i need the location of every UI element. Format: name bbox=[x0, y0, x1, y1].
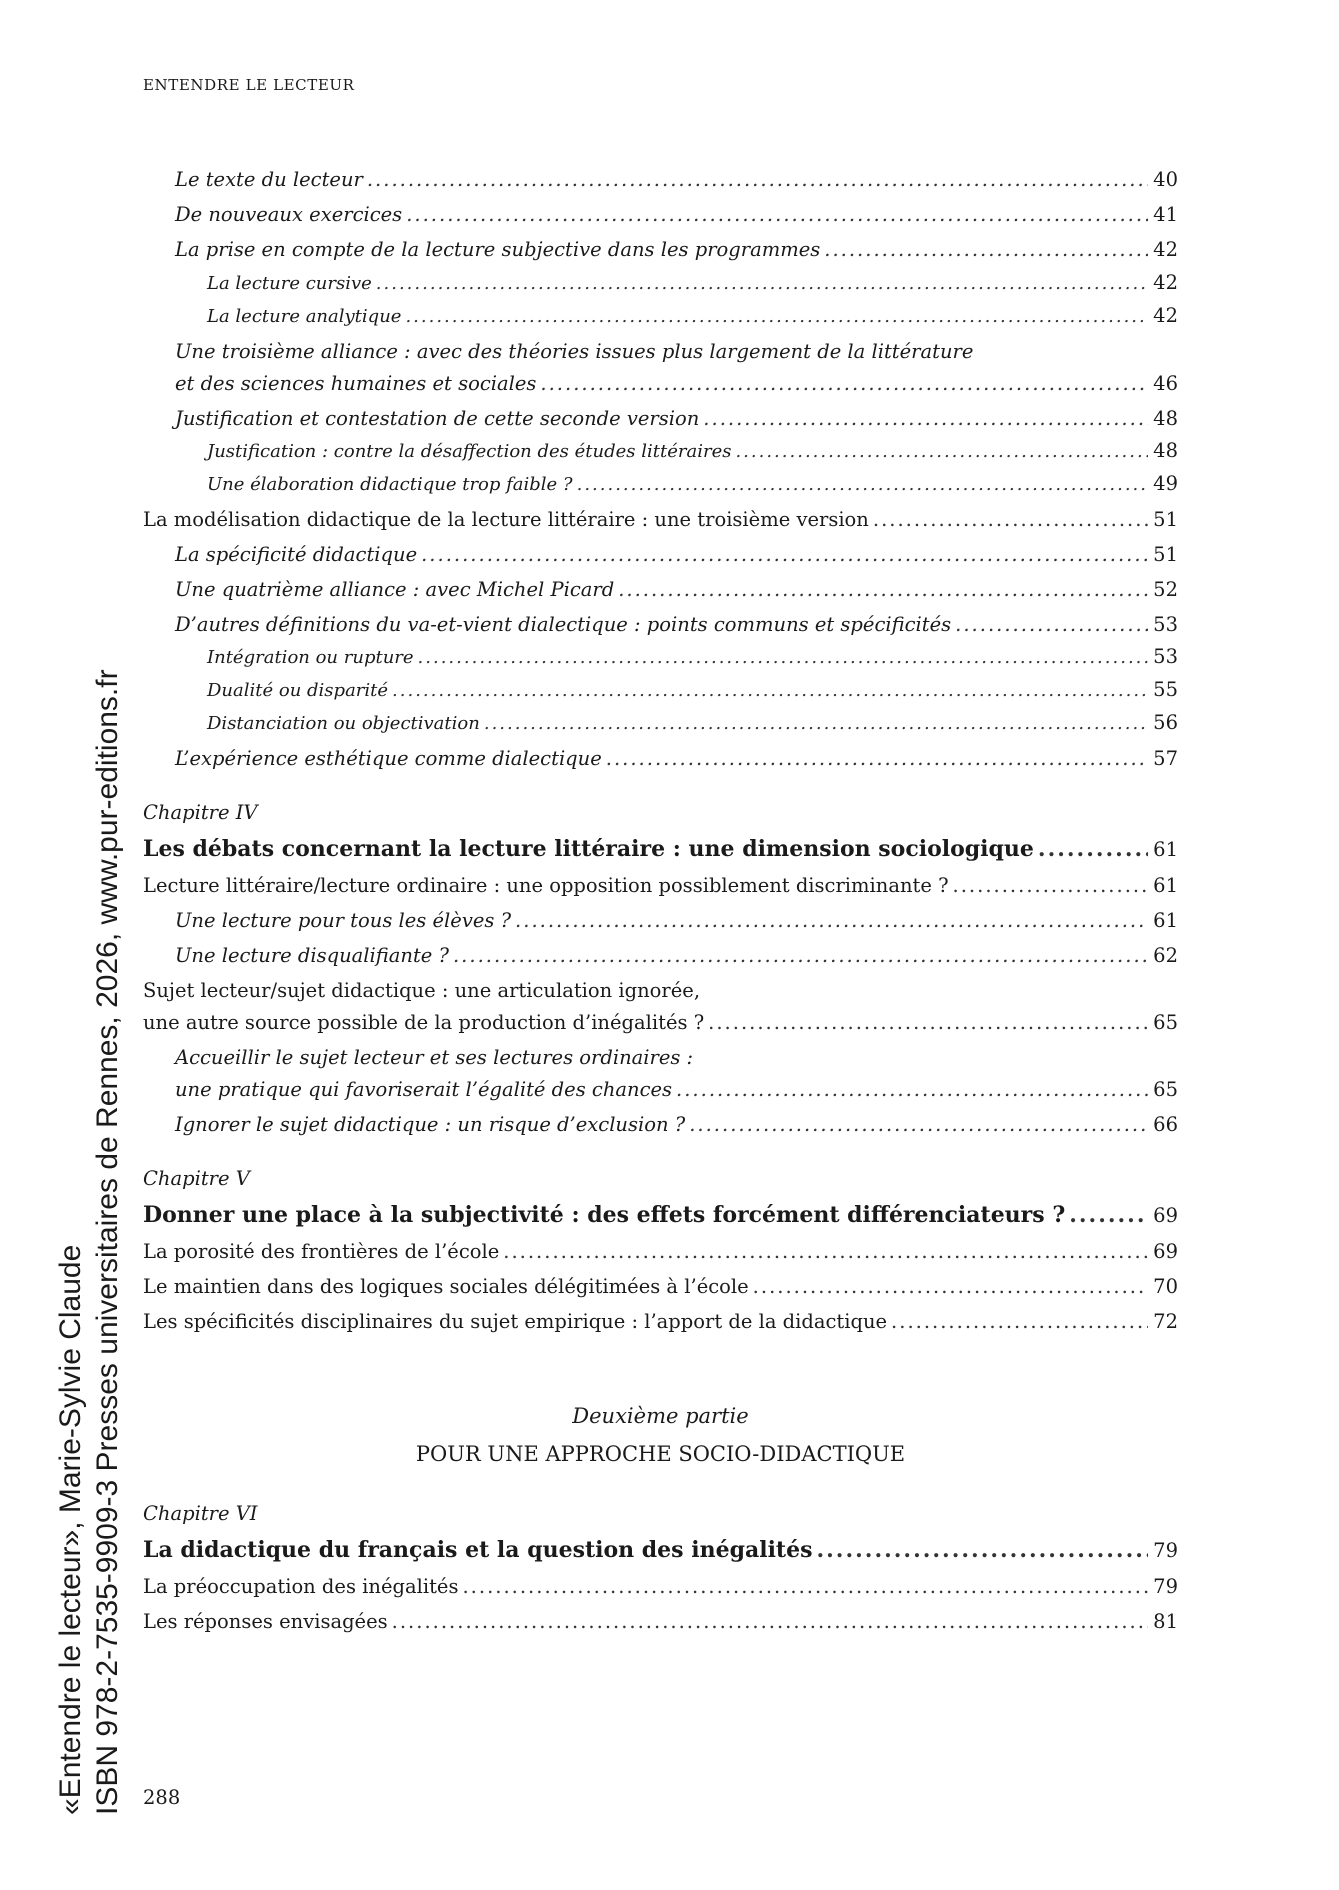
page-number: 288 bbox=[143, 1786, 181, 1809]
toc-entry-title: Une lecture disqualifiante ? bbox=[175, 944, 449, 967]
leader-dots bbox=[953, 874, 1148, 898]
leader-dots bbox=[708, 1011, 1148, 1035]
chapter-label: Chapitre IV bbox=[143, 801, 258, 824]
toc-entry-title: Une lecture pour tous les élèves ? bbox=[175, 909, 512, 932]
toc-entry-title: une pratique qui favoriserait l’égalité des chances bbox=[175, 1078, 673, 1101]
toc-entry[interactable] bbox=[143, 472, 1178, 497]
toc-entry-title: Justification et contestation de cette seconde version bbox=[175, 407, 700, 430]
leader-dots bbox=[891, 1310, 1148, 1334]
toc-entry[interactable] bbox=[143, 578, 1178, 602]
toc-entry-page: 42 bbox=[1153, 271, 1178, 294]
toc-entry[interactable] bbox=[143, 909, 1178, 933]
toc-entry-title: Les réponses envisagées bbox=[143, 1610, 388, 1633]
toc-entry-title: L’expérience esthétique comme dialectique bbox=[175, 747, 602, 770]
toc-entry[interactable] bbox=[143, 1575, 1178, 1599]
side-watermark bbox=[52, 615, 126, 1815]
toc-entry-title: Intégration ou rupture bbox=[207, 647, 414, 668]
toc-entry-title: La lecture cursive bbox=[207, 273, 372, 294]
toc-entry-title: Donner une place à la subjectivité : des effets forcément différenciateurs ? bbox=[143, 1202, 1066, 1228]
leader-dots bbox=[1038, 835, 1148, 863]
leader-dots bbox=[703, 407, 1148, 431]
toc-entry-title: De nouveaux exercices bbox=[175, 203, 403, 226]
leader-dots bbox=[392, 1610, 1148, 1634]
toc-entry-page: 51 bbox=[1153, 508, 1178, 531]
leader-dots bbox=[955, 613, 1148, 637]
toc-entry[interactable] bbox=[143, 1011, 1178, 1035]
toc-entry-page: 48 bbox=[1153, 407, 1178, 430]
leader-dots bbox=[462, 1575, 1148, 1599]
toc-entry-title: et des sciences humaines et sociales bbox=[175, 372, 537, 395]
toc-entry-page: 40 bbox=[1153, 168, 1178, 191]
leader-dots bbox=[753, 1275, 1148, 1299]
toc-entry-page: 42 bbox=[1153, 304, 1178, 327]
toc-entry-title: La modélisation didactique de la lecture littéraire : une troisième version bbox=[143, 508, 869, 531]
toc-entry-title: Le maintien dans des logiques sociales délégitimées à l’école bbox=[143, 1275, 749, 1298]
leader-dots bbox=[503, 1240, 1148, 1264]
leader-dots bbox=[577, 473, 1148, 497]
toc-entry-title: Les débats concernant la lecture littéraire : une dimension sociologique bbox=[143, 836, 1034, 862]
table-of-contents bbox=[143, 168, 1178, 1634]
toc-entry[interactable] bbox=[143, 508, 1178, 532]
toc-entry-title: Ignorer le sujet didactique : un risque d’exclusion ? bbox=[175, 1113, 686, 1136]
toc-entry-line1: Une troisième alliance : avec des théories issues plus largement de la littérature bbox=[175, 340, 974, 363]
toc-entry-title: La préoccupation des inégalités bbox=[143, 1575, 459, 1598]
toc-entry[interactable] bbox=[143, 1610, 1178, 1634]
toc-entry-page: 53 bbox=[1153, 645, 1178, 668]
toc-entry-page: 61 bbox=[1153, 874, 1178, 897]
side-watermark-line1: «Entendre le lecteur», Marie-Sylvie Claude bbox=[54, 1244, 87, 1815]
toc-entry[interactable] bbox=[143, 407, 1178, 431]
leader-dots bbox=[367, 168, 1148, 192]
part-label: Deuxième partie bbox=[572, 1404, 749, 1428]
leader-dots bbox=[618, 578, 1148, 602]
toc-entry-title: La porosité des frontières de l’école bbox=[143, 1240, 500, 1263]
toc-entry-title: La prise en compte de la lecture subjective dans les programmes bbox=[175, 238, 821, 261]
toc-entry-page: 42 bbox=[1153, 238, 1178, 261]
side-watermark-line2: ISBN 978-2-7535-9909-3 Presses universitaires de Rennes, 2026, www.pur-editions.fr bbox=[91, 669, 124, 1815]
toc-entry-page: 48 bbox=[1153, 439, 1178, 462]
toc-entry-page: 53 bbox=[1153, 613, 1178, 636]
toc-entry-page: 79 bbox=[1153, 1539, 1178, 1562]
toc-entry[interactable] bbox=[143, 678, 1178, 703]
toc-entry[interactable] bbox=[143, 1240, 1178, 1264]
toc-entry-page: 41 bbox=[1153, 203, 1178, 226]
leader-dots bbox=[453, 944, 1148, 968]
toc-entry[interactable] bbox=[143, 944, 1178, 968]
toc-entry-line1: Sujet lecteur/sujet didactique : une articulation ignorée, bbox=[143, 979, 701, 1002]
toc-entry-title: Justification : contre la désaffection des études littéraires bbox=[207, 441, 732, 462]
toc-entry[interactable] bbox=[143, 613, 1178, 637]
toc-entry[interactable] bbox=[143, 1078, 1178, 1102]
toc-entry-page: 51 bbox=[1153, 543, 1178, 566]
toc-entry-page: 62 bbox=[1153, 944, 1178, 967]
leader-dots bbox=[406, 203, 1148, 227]
toc-entry-page: 46 bbox=[1153, 372, 1178, 395]
toc-entry[interactable] bbox=[143, 439, 1178, 464]
toc-entry-page: 55 bbox=[1153, 678, 1178, 701]
toc-entry-page: 81 bbox=[1153, 1610, 1178, 1633]
toc-entry-title: Une élaboration didactique trop faible ? bbox=[207, 474, 573, 495]
toc-entry-title: La spécificité didactique bbox=[175, 543, 418, 566]
toc-entry[interactable] bbox=[143, 645, 1178, 670]
toc-entry[interactable] bbox=[143, 304, 1178, 329]
toc-entry-page: 72 bbox=[1153, 1310, 1178, 1333]
toc-entry-title: Lecture littéraire/lecture ordinaire : une opposition possiblement discriminante ? bbox=[143, 874, 949, 897]
toc-entry-title: Dualité ou disparité bbox=[207, 680, 389, 701]
leader-dots bbox=[735, 440, 1148, 464]
leader-dots bbox=[824, 238, 1148, 262]
leader-dots bbox=[676, 1078, 1148, 1102]
toc-entry-page: 65 bbox=[1153, 1078, 1178, 1101]
leader-dots bbox=[606, 747, 1148, 771]
toc-entry-page: 52 bbox=[1153, 578, 1178, 601]
leader-dots bbox=[1069, 1201, 1148, 1229]
toc-entry[interactable] bbox=[143, 271, 1178, 296]
leader-dots bbox=[484, 712, 1148, 736]
part-title: POUR UNE APPROCHE SOCIO-DIDACTIQUE bbox=[415, 1442, 906, 1466]
toc-entry[interactable] bbox=[143, 168, 1178, 192]
leader-dots bbox=[816, 1536, 1148, 1564]
running-head: ENTENDRE LE LECTEUR bbox=[143, 76, 355, 94]
leader-dots bbox=[392, 679, 1148, 703]
toc-entry-page: 65 bbox=[1153, 1011, 1178, 1034]
leader-dots bbox=[405, 305, 1148, 329]
toc-entry-page: 70 bbox=[1153, 1275, 1178, 1298]
leader-dots bbox=[421, 543, 1148, 567]
leader-dots bbox=[515, 909, 1148, 933]
toc-entry-title: D’autres définitions du va-et-vient dialectique : points communs et spécificités bbox=[175, 613, 952, 636]
toc-entry-title: Le texte du lecteur bbox=[175, 168, 363, 191]
toc-entry-title: La didactique du français et la question des inégalités bbox=[143, 1537, 813, 1563]
toc-entry[interactable] bbox=[143, 747, 1178, 771]
leader-dots bbox=[376, 272, 1148, 296]
chapter-title[interactable] bbox=[143, 835, 1178, 864]
toc-entry-title: Une quatrième alliance : avec Michel Picard bbox=[175, 578, 615, 601]
toc-entry[interactable] bbox=[143, 1275, 1178, 1299]
leader-dots bbox=[873, 508, 1148, 532]
toc-entry-page: 69 bbox=[1153, 1240, 1178, 1263]
toc-entry-page: 56 bbox=[1153, 711, 1178, 734]
toc-entry[interactable] bbox=[143, 543, 1178, 567]
toc-entry[interactable] bbox=[143, 203, 1178, 227]
toc-entry[interactable] bbox=[143, 238, 1178, 262]
chapter-label: Chapitre V bbox=[143, 1167, 250, 1190]
toc-entry[interactable] bbox=[143, 711, 1178, 736]
toc-entry-title: Distanciation ou objectivation bbox=[207, 713, 480, 734]
toc-entry[interactable] bbox=[143, 874, 1178, 898]
toc-entry[interactable] bbox=[143, 1310, 1178, 1334]
toc-entry-title: une autre source possible de la production d’inégalités ? bbox=[143, 1011, 705, 1034]
toc-entry-page: 49 bbox=[1153, 472, 1178, 495]
chapter-title[interactable] bbox=[143, 1536, 1178, 1565]
toc-entry-title: Les spécificités disciplinaires du sujet empirique : l’apport de la didactique bbox=[143, 1310, 888, 1333]
toc-entry-title: La lecture analytique bbox=[207, 306, 402, 327]
toc-entry[interactable] bbox=[143, 1113, 1178, 1137]
leader-dots bbox=[540, 372, 1148, 396]
toc-entry-page: 69 bbox=[1153, 1204, 1178, 1227]
leader-dots bbox=[689, 1113, 1148, 1137]
leader-dots bbox=[418, 646, 1148, 670]
toc-entry-page: 61 bbox=[1153, 909, 1178, 932]
toc-entry-page: 66 bbox=[1153, 1113, 1178, 1136]
toc-entry-line1: Accueillir le sujet lecteur et ses lectures ordinaires : bbox=[175, 1046, 694, 1069]
chapter-title[interactable] bbox=[143, 1201, 1178, 1230]
toc-entry[interactable] bbox=[143, 372, 1178, 396]
chapter-label: Chapitre VI bbox=[143, 1502, 258, 1525]
toc-entry-page: 61 bbox=[1153, 838, 1178, 861]
toc-entry-page: 79 bbox=[1153, 1575, 1178, 1598]
toc-entry-page: 57 bbox=[1153, 747, 1178, 770]
